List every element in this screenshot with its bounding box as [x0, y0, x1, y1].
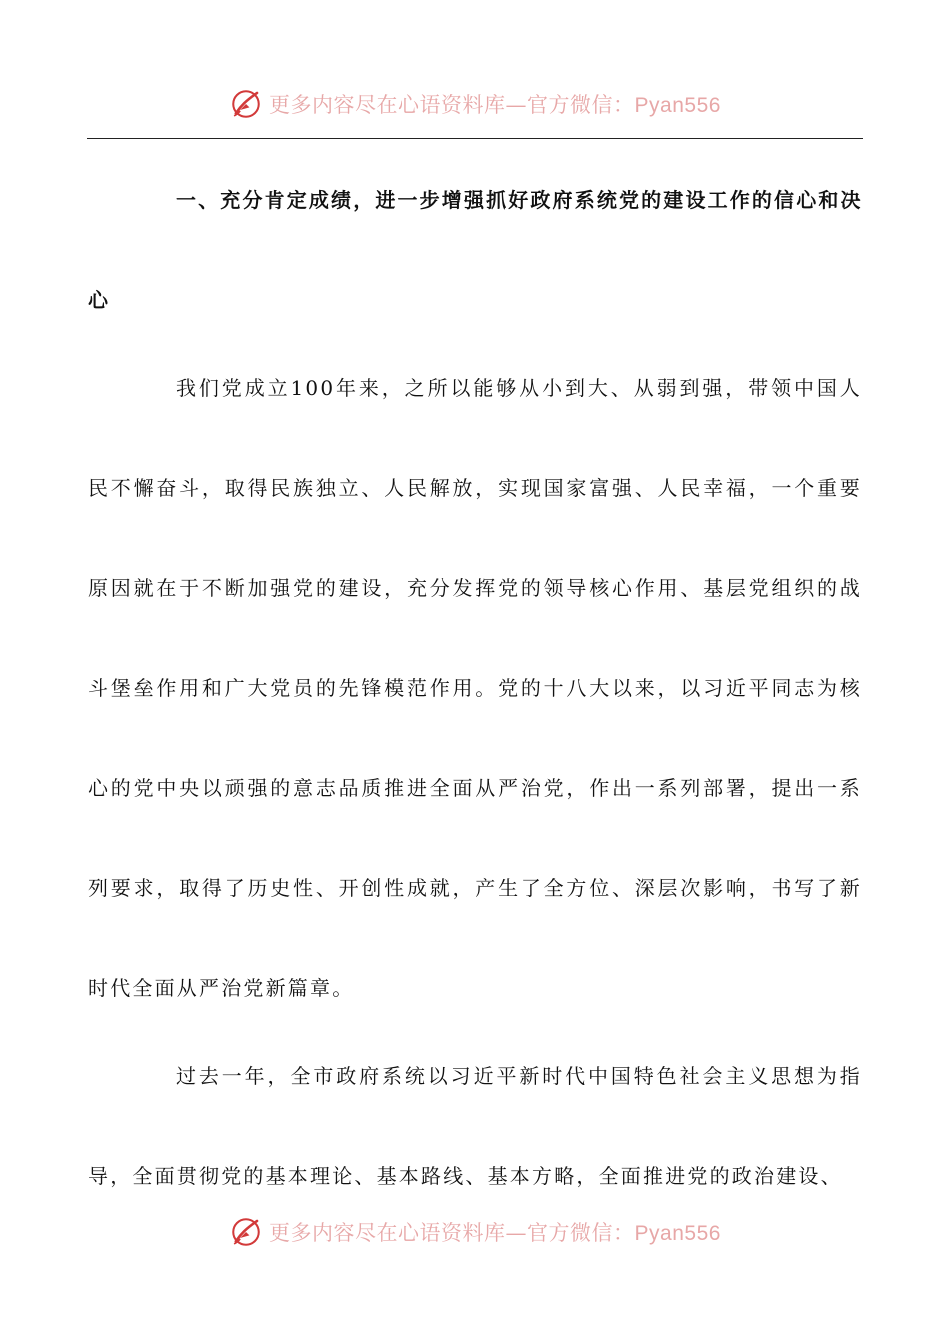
pen-nib-logo-icon	[229, 1215, 263, 1249]
banner-text-cn: 更多内容尽在心语资料库—官方微信：	[269, 1221, 635, 1245]
section-heading: 一、充分肯定成绩，进一步增强抓好政府系统党的建设工作的信心和决心	[88, 188, 862, 312]
banner-text-cn: 更多内容尽在心语资料库—官方微信：	[269, 93, 635, 117]
pen-nib-logo-icon	[229, 87, 263, 121]
footer-banner	[0, 1212, 950, 1252]
banner-text	[269, 1217, 721, 1247]
banner-text	[269, 89, 721, 119]
banner-wechat-id: Pyan556	[634, 1222, 721, 1245]
header-banner	[0, 84, 950, 124]
body-paragraph-2: 过去一年，全市政府系统以习近平新时代中国特色社会主义思想为指导，全面贯彻党的基本理论、基本路线、基本方略，全面推进党的政治建设、	[88, 1064, 862, 1188]
document-body	[88, 150, 862, 1226]
header-rule	[87, 138, 863, 139]
banner-wechat-id: Pyan556	[634, 94, 721, 117]
body-paragraph-1: 我们党成立100年来，之所以能够从小到大、从弱到强，带领中国人民不懈奋斗，取得民族独立、人民解放，实现国家富强、人民幸福，一个重要原因就在于不断加强党的建设，充分发挥党的领导核心作用、基层党组织的战斗堡垒作用和广大党员的先锋模范作用。党的十八大以来，以习近平同志为核心的党中央以顽强的意志品质推进全面从严治党，作出一系列部署，提出一系列要求，取得了历史性、开创性成就，产生了全方位、深层次影响，书写了新时代全面从严治党新篇章。	[88, 376, 862, 1000]
